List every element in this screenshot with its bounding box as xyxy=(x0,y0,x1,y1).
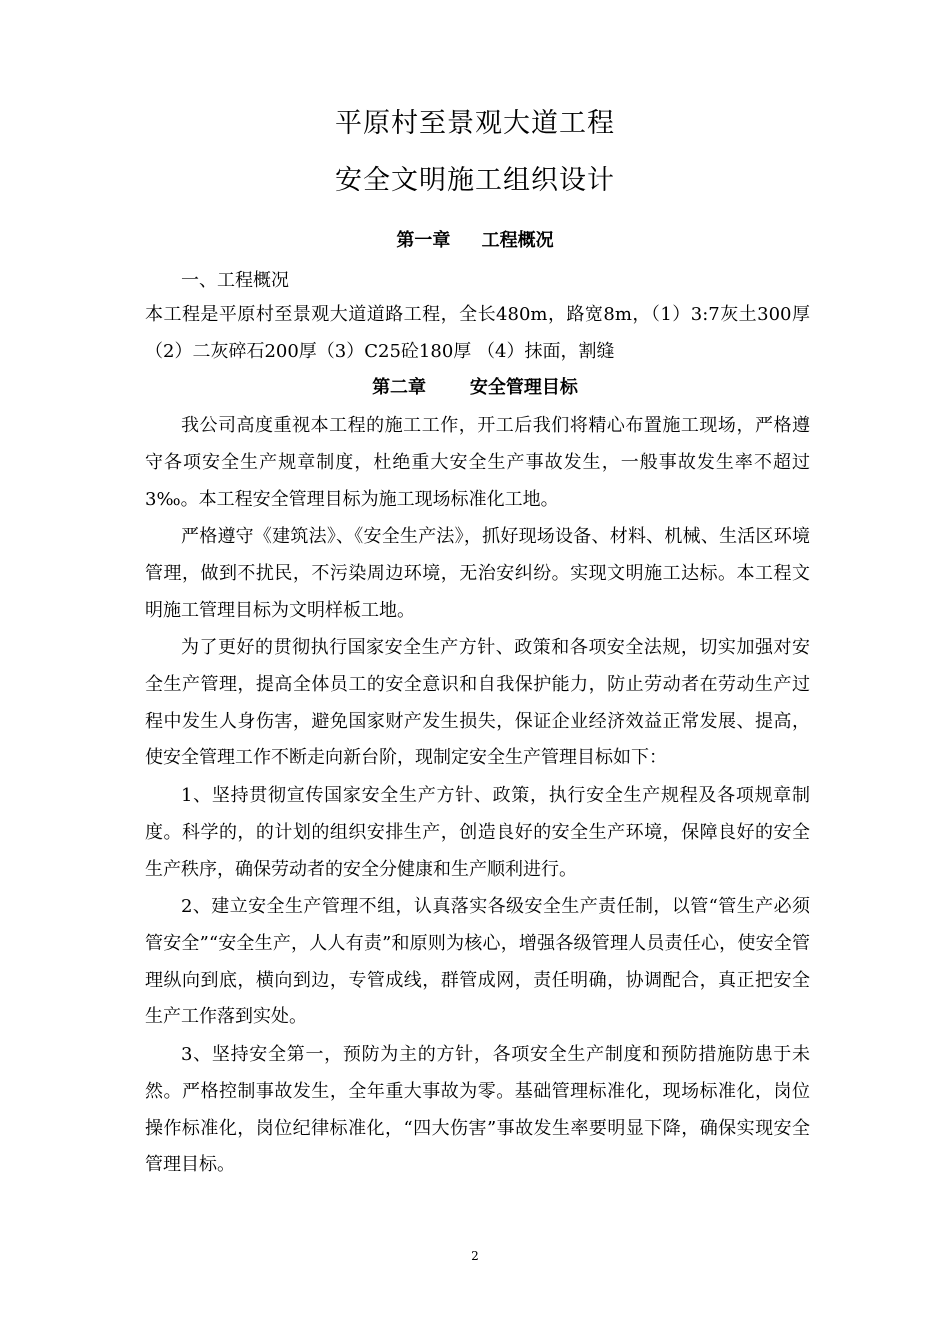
document-subtitle: 安全文明施工组织设计 xyxy=(335,165,615,196)
safety-goal-item-3: 3、坚持安全第一，预防为主的方针，各项安全生产制度和预防措施防患于未然。严格控制事故发生，全年重大事故为零。基础管理标准化，现场标准化，岗位操作标准化，岗位纪律标准化，“四大伤害”事故发生率要明显下降，确保实现安全管理目标。 xyxy=(145,1044,810,1176)
document-title: 平原村至景观大道工程 xyxy=(335,108,615,139)
safety-goal-paragraph-2: 严格遵守《建筑法》、《安全生产法》，抓好现场设备、材料、机械、生活区环境管理，做到不扰民，不污染周边环境，无治安纠纷。实现文明施工达标。本工程文明施工管理目标为文明样板工地。 xyxy=(145,526,810,621)
chapter-2-heading: 第二章 安全管理目标 xyxy=(372,377,578,398)
safety-goal-item-2: 2、建立安全生产管理不组，认真落实各级安全生产责任制，以管“管生产必须管安全”“安全生产，人人有责”和原则为核心，增强各级管理人员责任心，使安全管理纵向到底，横向到边，专管成线，群管成网，责任明确，协调配合，真正把安全生产工作落到实处。 xyxy=(145,896,810,1028)
safety-goal-paragraph-3: 为了更好的贯彻执行国家安全生产方针、政策和各项安全法规，切实加强对安全生产管理，提高全体员工的安全意识和自我保护能力，防止劳动者在劳动生产过程中发生人身伤害，避免国家财产发生损失，保证企业经济效益正常发展、提高，使安全管理工作不断走向新台阶，现制定安全生产管理目标如下： xyxy=(145,637,810,769)
chapter-1-heading: 第一章 工程概况 xyxy=(396,230,554,251)
page-number: 2 xyxy=(471,1249,479,1263)
project-overview-paragraph: 本工程是平原村至景观大道道路工程，全长480m，路宽8m，（1）3:7灰土300厚（2）二灰碎石200厚（3）C25砼180厚 （4）抹面，割缝 xyxy=(145,304,810,362)
safety-goal-item-1: 1、坚持贯彻宣传国家安全生产方针、政策，执行安全生产规程及各项规章制度。科学的，的计划的组织安排生产，创造良好的安全生产环境，保障良好的安全生产秩序，确保劳动者的安全分健康和生产顺利进行。 xyxy=(145,785,810,880)
safety-goal-paragraph-1: 我公司高度重视本工程的施工工作，开工后我们将精心布置施工现场，严格遵守各项安全生产规章制度，杜绝重大安全生产事故发生，一般事故发生率不超过3‰。本工程安全管理目标为施工现场标准化工地。 xyxy=(145,415,810,510)
section-1-heading: 一、工程概况 xyxy=(181,270,289,291)
